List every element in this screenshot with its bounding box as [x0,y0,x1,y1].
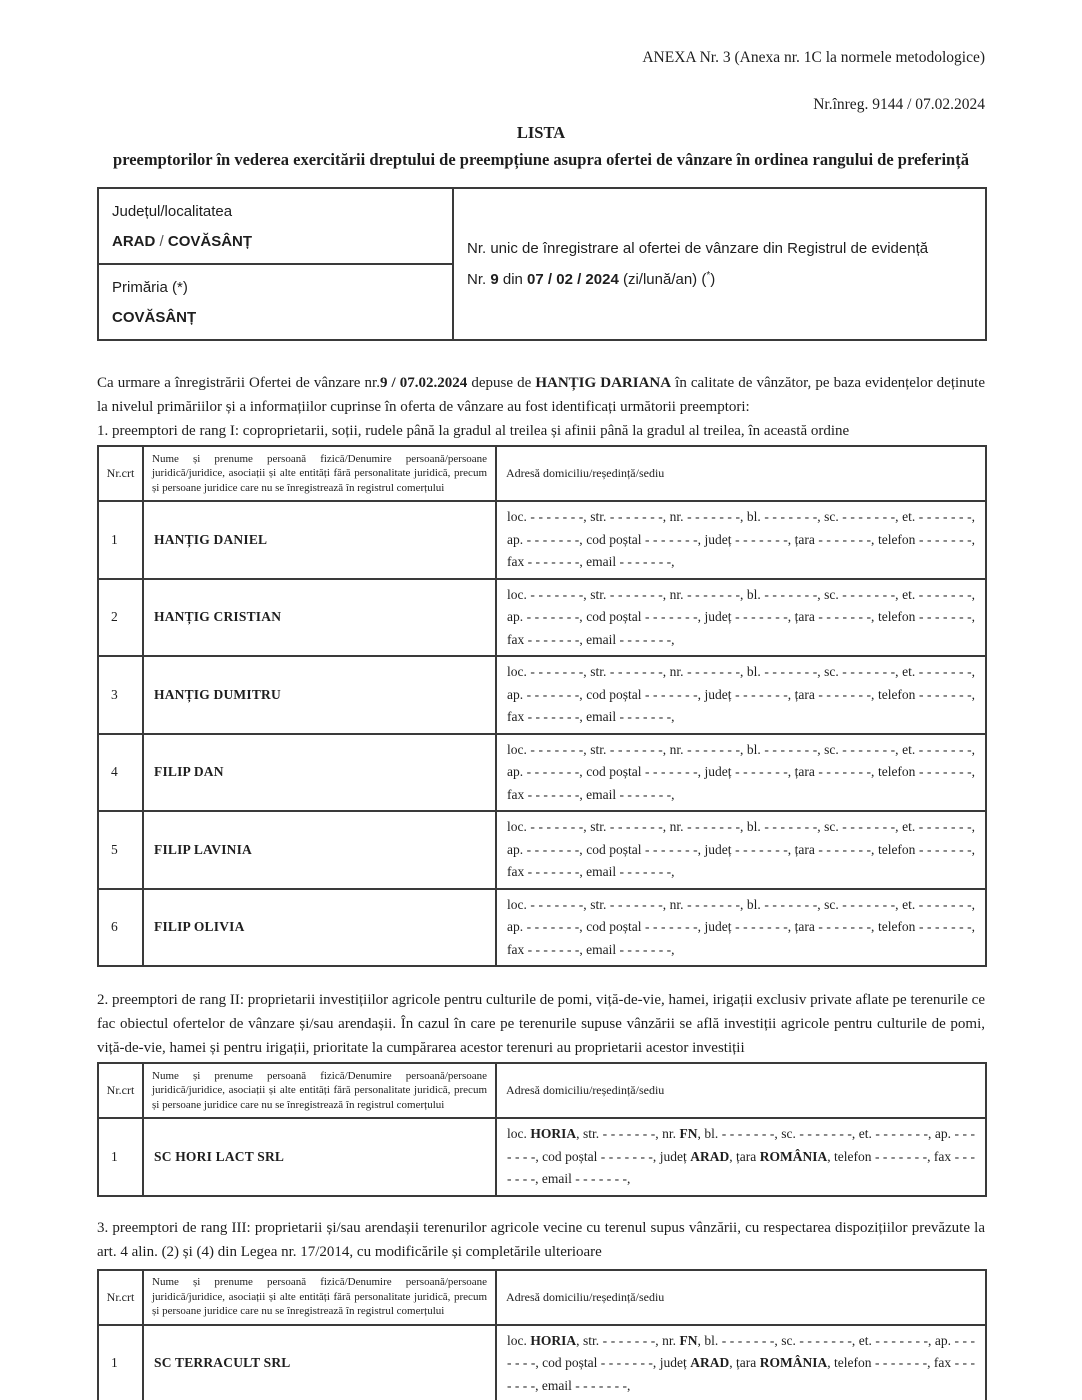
primaria-value: COVĂSÂNȚ [112,309,197,326]
column-header-address: Adresă domiciliu/reședință/sediu [496,1270,986,1325]
rank1-header-row [98,446,986,501]
preemptor-name: FILIP OLIVIA [143,889,496,967]
row-number: 1 [98,1118,143,1196]
reg-nr-prefix: Nr. [467,271,491,288]
address-number: FN [679,1332,698,1348]
county-value [112,227,440,257]
table-row [98,1118,986,1196]
table-row [98,1325,986,1400]
row-number: 1 [98,1325,143,1400]
seller-name: HANȚIG DARIANA [535,375,672,391]
preemptor-name: HANȚIG DUMITRU [143,656,496,734]
rank2-header-row [98,1063,986,1118]
county-cell [98,188,453,264]
column-header-name: Nume și prenume persoană fizică/Denumire persoană/persoane juridică/juridice, asociații și alte entități fără personalitate juridică, precum și persoane juridice care nu se înregistrează în registrul comerțului [143,1270,496,1325]
preemptor-address: loc. - - - - - - -, str. - - - - - - -, nr. - - - - - - -, bl. - - - - - - -, sc. - - - - - - -, et. - - - - - - -, ap. - - - - - - -, cod poștal - - - - - - -, județ - - - - - - -, țara - - - - - - -, telefon - - - - - - -, fax - - - - - - -, email - - - - - - -, [496,734,986,812]
anexa-line: ANEXA Nr. 3 (Anexa nr. 1C la normele metodologice) [642,49,985,66]
table-row [98,501,986,579]
intro-text-3: în calitate de vânzător, pe baza evidențelor deținute la nivelul primăriilor și a informațiilor cuprinse în oferta de vânzare au fost identificați următorii preemptori: [97,375,985,415]
reg-date-format: (zi/lună/an) ( [618,271,707,288]
row-number: 6 [98,889,143,967]
column-header-name: Nume și prenume persoană fizică/Denumire persoană/persoane juridică/juridice, asociații și alte entități fără personalitate juridică, precum și persoane juridice care nu se înregistrează în registrul comerțului [143,1063,496,1118]
reg-date-value: 07 / 02 / 2024 [527,271,619,288]
preemptor-name: HANȚIG DANIEL [143,501,496,579]
county-label: Județul/localitatea [112,203,233,220]
preemptor-name: FILIP DAN [143,734,496,812]
offer-registration-cell [453,188,986,340]
registration-number-line: Nr.înreg. 9144 / 07.02.2024 [813,96,985,113]
table-row [98,734,986,812]
column-header-address: Adresă domiciliu/reședință/sediu [496,446,986,501]
rank2-heading: 2. preemptori de rang II: proprietarii investițiilor agricole pentru culturile de pomi, viță-de-vie, hamei, irigații exclusiv private aflate pe terenurile ce fac obiectul ofertelor de vânzare și/sau arendașii. În cazul în care pe terenurile supuse vânzării se află investiții agricole pentru culturile de pomi, viță-de-vie, hamei și pentru irigații, prioritate la cumpărarea acestor terenuri au proprietarii acestor investiții [97,992,985,1056]
column-header-nr: Nr.crt [98,1063,143,1118]
reg-nr-din: din [498,271,528,288]
preemptor-address: loc. - - - - - - -, str. - - - - - - -, nr. - - - - - - -, bl. - - - - - - -, sc. - - - - - - -, et. - - - - - - -, ap. - - - - - - -, cod poștal - - - - - - -, județ - - - - - - -, țara - - - - - - -, telefon - - - - - - -, fax - - - - - - -, email - - - - - - -, [496,889,986,967]
preemptor-name: SC TERRACULT SRL [143,1325,496,1400]
preemptor-name: FILIP LAVINIA [143,811,496,889]
rank1-table [97,445,987,967]
row-number: 3 [98,656,143,734]
list-title: LISTA [516,123,566,142]
row-number: 2 [98,579,143,657]
preemptor-address: loc. - - - - - - -, str. - - - - - - -, nr. - - - - - - -, bl. - - - - - - -, sc. - - - - - - -, et. - - - - - - -, ap. - - - - - - -, cod poștal - - - - - - -, județ - - - - - - -, țara - - - - - - -, telefon - - - - - - -, fax - - - - - - -, email - - - - - - -, [496,656,986,734]
offer-number: 9 / 07.02.2024 [379,375,468,391]
reg-close-paren: ) [710,271,716,288]
rank3-table [97,1269,987,1400]
footnote-asterisk: * [706,270,711,281]
address-country: ROMÂNIA [759,1355,828,1370]
address-country: ROMÂNIA [759,1148,828,1164]
rank3-header-row [98,1270,986,1325]
row-number: 1 [98,501,143,579]
offer-registration-number [467,264,972,295]
column-header-name: Nume și prenume persoană fizică/Denumire persoană/persoane juridică/juridice, asociații și alte entități fără personalitate juridică, precum și persoane juridice care nu se înregistrează în registrul comerțului [143,446,496,501]
primaria-label: Primăria (*) [112,279,188,296]
intro-text-2: depuse de [467,375,536,391]
preemptor-address: loc. - - - - - - -, str. - - - - - - -, nr. - - - - - - -, bl. - - - - - - -, sc. - - - - - - -, et. - - - - - - -, ap. - - - - - - -, cod poștal - - - - - - -, județ - - - - - - -, țara - - - - - - -, telefon - - - - - - -, fax - - - - - - -, email - - - - - - -, [496,501,986,579]
column-header-address: Adresă domiciliu/reședință/sediu [496,1063,986,1118]
address-county: ARAD [690,1355,730,1370]
reg-nr-value: 9 [490,271,499,288]
address-number: FN [679,1126,698,1141]
offer-registration-text: Nr. unic de înregistrare al ofertei de vânzare din Registrul de evidență [467,240,929,257]
preemptor-address: loc. HORIA, str. - - - - - - -, nr. FN, bl. - - - - - - -, sc. - - - - - - -, et. - - - - - - -, ap. - - - - - - -, cod poștal - - - - - - -, județ ARAD, țara ROMÂNIA, telefon - - - - - - -, fax - - - - - - -, email - - - - - - -, [496,1325,986,1400]
list-subtitle: preemptorilor în vederea exercitării dreptului de preempțiune asupra ofertei de vânzare în ordinea rangului de preferință [113,150,969,169]
preemptor-address: loc. HORIA, str. - - - - - - -, nr. FN, bl. - - - - - - -, sc. - - - - - - -, et. - - - - - - -, ap. - - - - - - -, cod poștal - - - - - - -, județ ARAD, țara ROMÂNIA, telefon - - - - - - -, fax - - - - - - -, email - - - - - - -, [496,1118,986,1196]
column-header-nr: Nr.crt [98,1270,143,1325]
locality-name: COVĂSÂNȚ [167,233,253,250]
preemptor-name: SC HORI LACT SRL [143,1118,496,1196]
row-number: 4 [98,734,143,812]
row-number: 5 [98,811,143,889]
table-row [98,811,986,889]
rank2-table [97,1062,987,1197]
preemptor-address: loc. - - - - - - -, str. - - - - - - -, nr. - - - - - - -, bl. - - - - - - -, sc. - - - - - - -, et. - - - - - - -, ap. - - - - - - -, cod poștal - - - - - - -, județ - - - - - - -, țara - - - - - - -, telefon - - - - - - -, fax - - - - - - -, email - - - - - - -, [496,811,986,889]
table-row [98,656,986,734]
preemptor-address: loc. - - - - - - -, str. - - - - - - -, nr. - - - - - - -, bl. - - - - - - -, sc. - - - - - - -, et. - - - - - - -, ap. - - - - - - -, cod poștal - - - - - - -, județ - - - - - - -, țara - - - - - - -, telefon - - - - - - -, fax - - - - - - -, email - - - - - - -, [496,579,986,657]
county-separator: / [155,233,168,250]
rank3-heading: 3. preemptori de rang III: proprietarii și/sau arendașii terenurilor agricole vecine cu terenul supus vânzării, cu respectarea dispozițiilor prevăzute la art. 4 alin. (2) și (4) din Legea nr. 17/2014, cu modificările și completările ulterioare [97,1219,985,1260]
table-row [98,579,986,657]
address-locality: HORIA [530,1332,577,1348]
table-row [98,889,986,967]
rank1-heading: 1. preemptori de rang I: coproprietarii, soții, rudele până la gradul al treilea și afinii până la gradul al treilea, în această ordine [97,423,850,439]
column-header-nr: Nr.crt [98,446,143,501]
address-locality: HORIA [530,1126,577,1141]
primaria-cell [98,264,453,340]
address-county: ARAD [690,1148,730,1164]
preemptor-name: HANȚIG CRISTIAN [143,579,496,657]
registration-info-table [97,187,987,341]
intro-text-1: Ca urmare a înregistrării Ofertei de vânzare nr. [97,375,380,391]
county-name: ARAD [112,233,156,250]
intro-paragraph [97,371,985,419]
